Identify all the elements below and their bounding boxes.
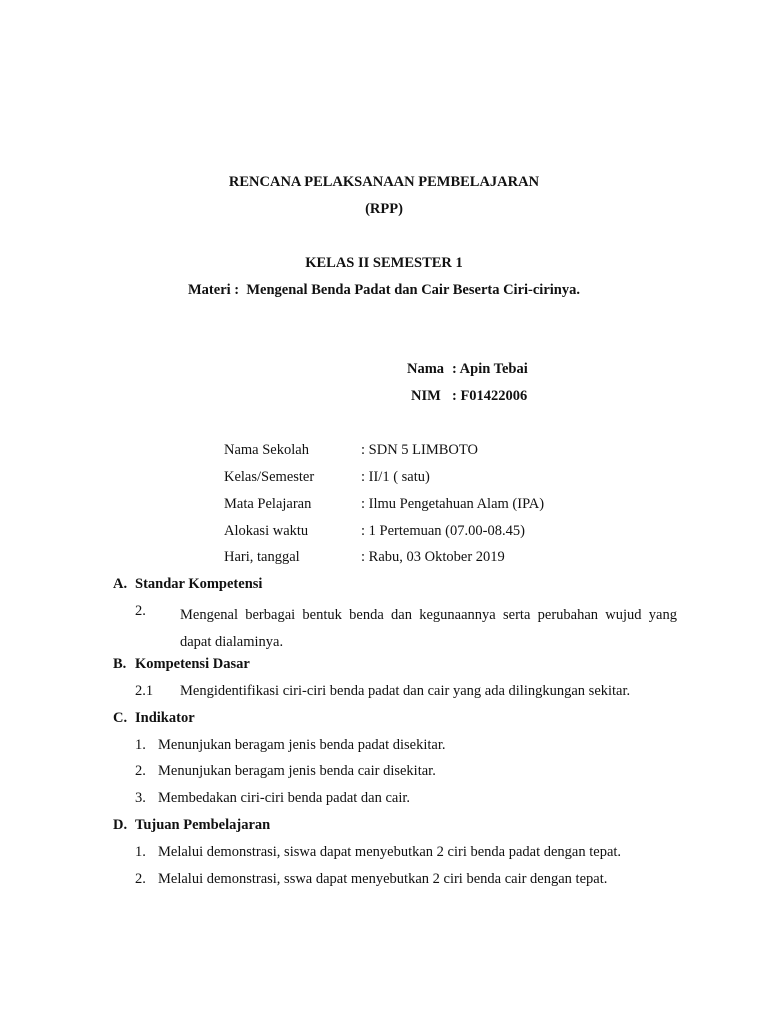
author-name-value: : Apin Tebai	[452, 361, 528, 377]
list-item: Melalui demonstrasi, sswa dapat menyebutkan 2 ciri benda cair dengan tepat.	[158, 871, 608, 887]
document-title: RENCANA PELAKSANAAN PEMBELAJARAN	[228, 174, 540, 190]
section-a-letter: A.	[113, 576, 128, 592]
identity-value: : 1 Pertemuan (07.00-08.45)	[361, 523, 525, 539]
materi-value: Mengenal Benda Padat dan Cair Beserta Ciri-cirinya.	[246, 282, 580, 298]
list-item-number: 1.	[135, 844, 146, 860]
section-b-item-number: 2.1	[135, 683, 154, 699]
list-item: Menunjukan beragam jenis benda padat disekitar.	[158, 737, 446, 753]
author-nim-label: NIM	[411, 388, 441, 404]
author-nim-value: : F01422006	[452, 388, 528, 404]
class-semester-line: KELAS II SEMESTER 1	[305, 255, 463, 271]
list-item-number: 1.	[135, 737, 146, 753]
materi-label: Materi :	[188, 282, 240, 298]
section-c-title: Indikator	[135, 710, 195, 726]
list-item: Membedakan ciri-ciri benda padat dan cair.	[158, 790, 411, 806]
section-d-letter: D.	[113, 817, 128, 833]
list-item: Menunjukan beragam jenis benda cair disekitar.	[158, 763, 436, 779]
list-item: Melalui demonstrasi, siswa dapat menyebutkan 2 ciri benda padat dengan tepat.	[158, 844, 622, 860]
identity-label: Mata Pelajaran	[224, 496, 312, 512]
section-b-letter: B.	[113, 656, 127, 672]
identity-label: Nama Sekolah	[224, 442, 309, 458]
document-subtitle: (RPP)	[365, 201, 403, 217]
author-name-label: Nama	[407, 361, 445, 377]
identity-value: : Rabu, 03 Oktober 2019	[361, 549, 505, 565]
list-item-number: 3.	[135, 790, 146, 806]
section-a-item-number: 2.	[135, 603, 146, 619]
section-d-title: Tujuan Pembelajaran	[135, 817, 271, 833]
list-item-number: 2.	[135, 763, 146, 779]
section-c-letter: C.	[113, 710, 128, 726]
section-b-title: Kompetensi Dasar	[135, 656, 250, 672]
section-a-title: Standar Kompetensi	[135, 576, 263, 592]
identity-value: : II/1 ( satu)	[361, 469, 430, 485]
identity-value: : SDN 5 LIMBOTO	[361, 442, 478, 458]
section-b-item-text: Mengidentifikasi ciri-ciri benda padat dan cair yang ada dilingkungan sekitar.	[180, 683, 631, 699]
list-item-number: 2.	[135, 871, 146, 887]
identity-value: : Ilmu Pengetahuan Alam (IPA)	[361, 496, 545, 512]
identity-label: Kelas/Semester	[224, 469, 315, 485]
identity-label: Alokasi waktu	[224, 523, 309, 539]
identity-label: Hari, tanggal	[224, 549, 300, 565]
section-a-item-text: Mengenal berbagai bentuk benda dan kegunaannya serta perubahan wujud yang dapat dialaminya.	[180, 607, 677, 650]
materi-line	[0, 281, 768, 299]
